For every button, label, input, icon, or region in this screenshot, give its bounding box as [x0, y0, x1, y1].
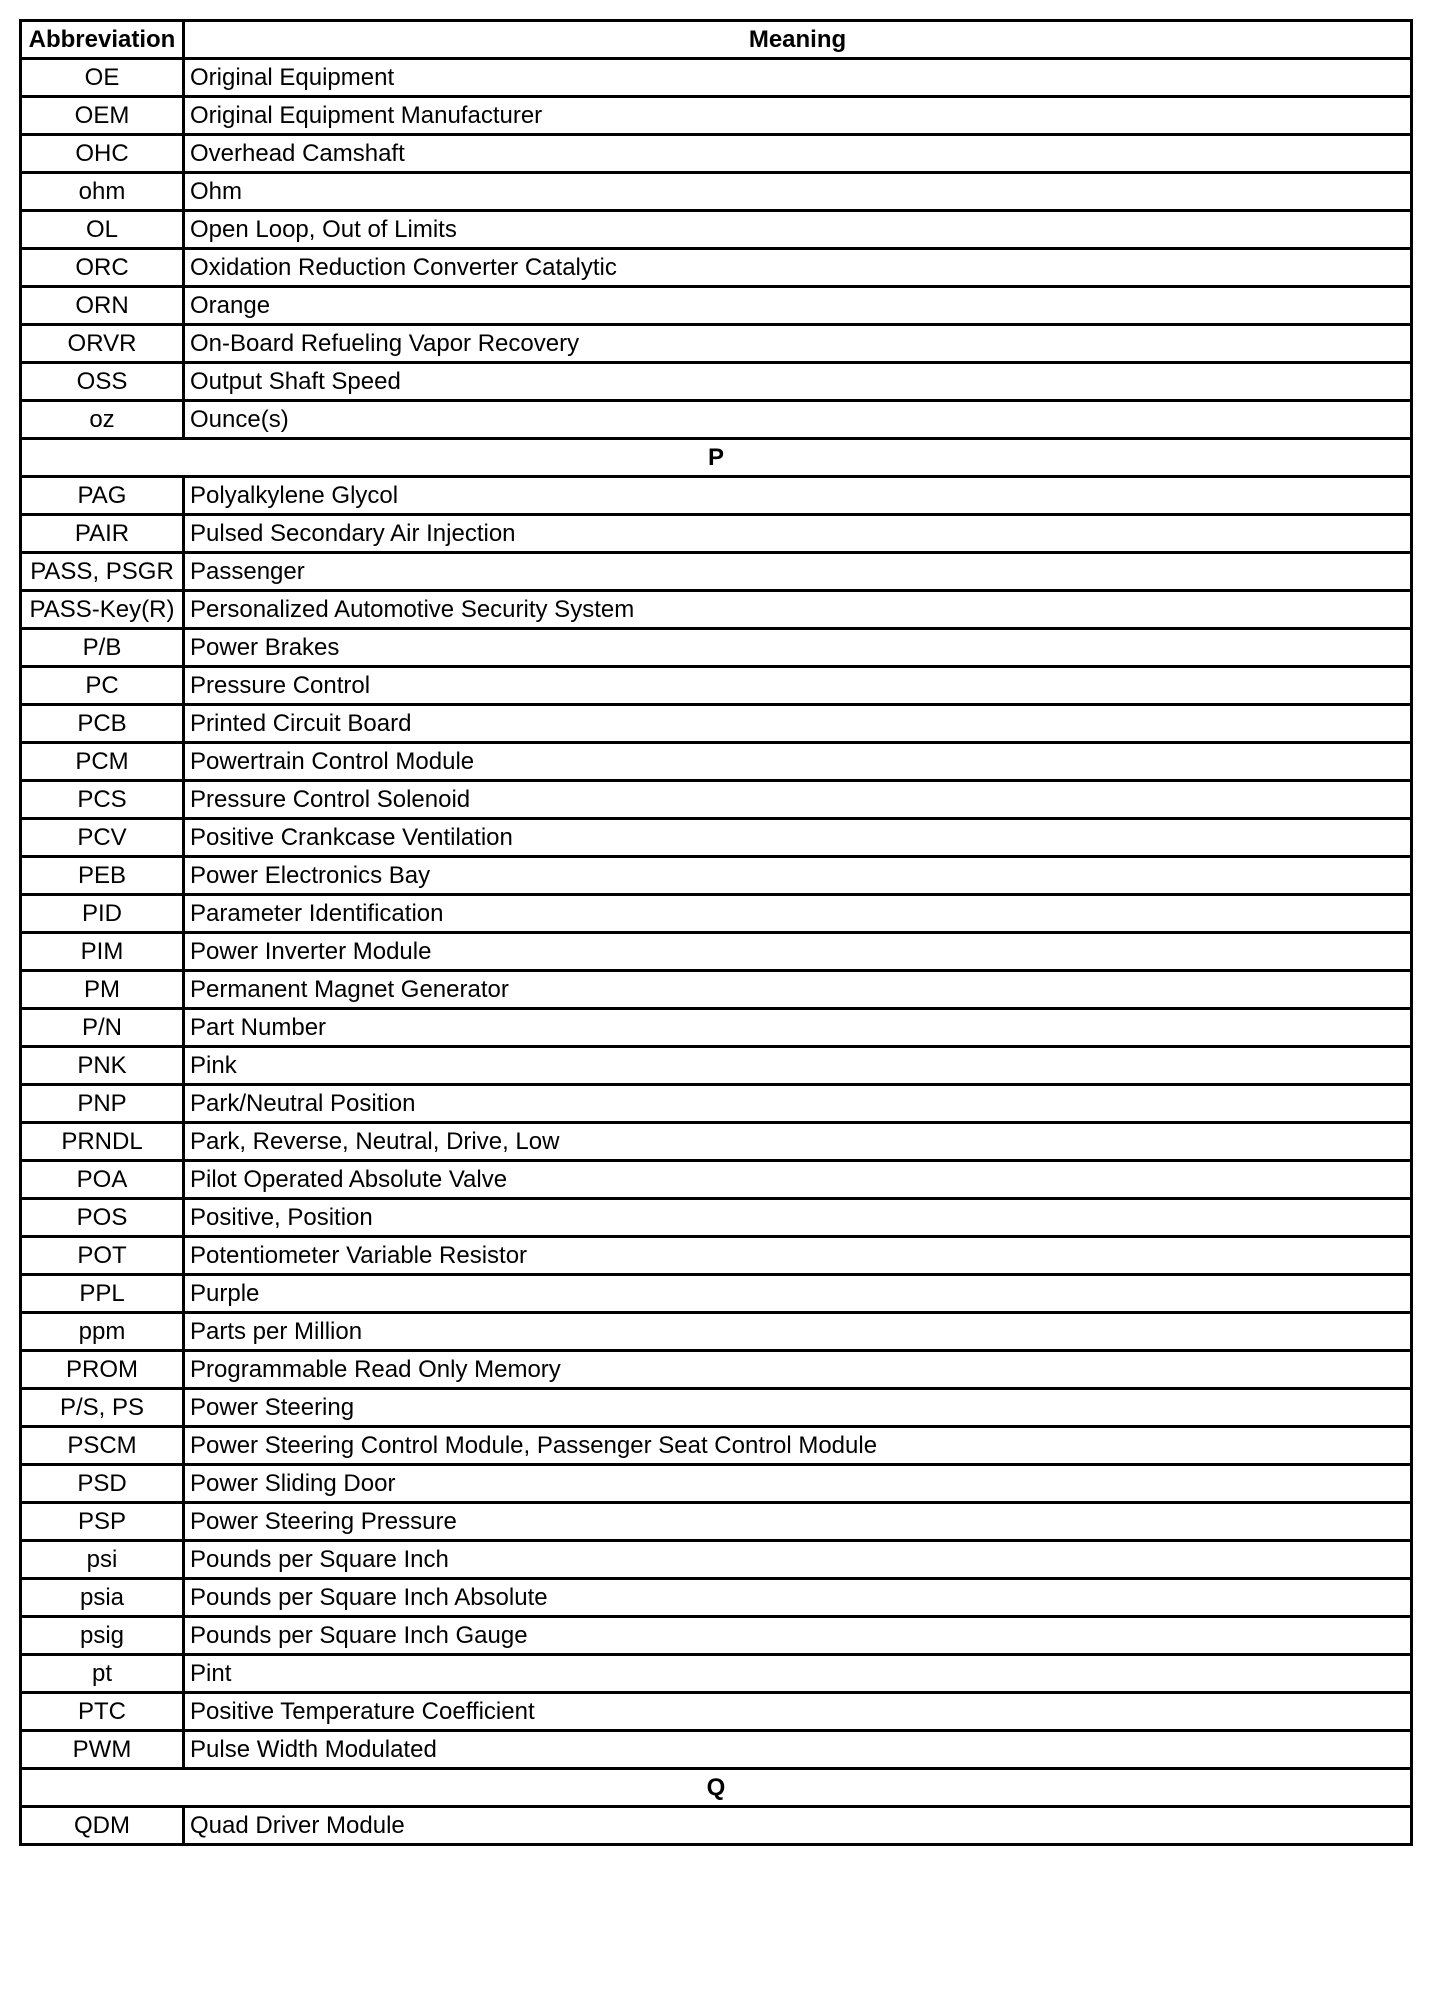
meaning-cell: Original Equipment Manufacturer: [184, 97, 1412, 135]
meaning-cell: Power Steering Control Module, Passenger Seat Control Module: [184, 1427, 1412, 1465]
table-row: [21, 857, 1412, 895]
section-header-row: [21, 439, 1412, 477]
abbreviation-cell: QDM: [21, 1807, 184, 1845]
table-row: [21, 781, 1412, 819]
abbreviation-cell: PASS, PSGR: [21, 553, 184, 591]
meaning-cell: Pressure Control Solenoid: [184, 781, 1412, 819]
abbreviation-cell: PWM: [21, 1731, 184, 1769]
abbreviation-cell: oz: [21, 401, 184, 439]
table-row: [21, 743, 1412, 781]
meaning-cell: Power Steering: [184, 1389, 1412, 1427]
table-row: [21, 1693, 1412, 1731]
abbreviation-cell: psia: [21, 1579, 184, 1617]
table-row: [21, 1313, 1412, 1351]
meaning-cell: Pounds per Square Inch: [184, 1541, 1412, 1579]
table-row: [21, 1351, 1412, 1389]
meaning-cell: Pressure Control: [184, 667, 1412, 705]
meaning-cell: Permanent Magnet Generator: [184, 971, 1412, 1009]
table-row: [21, 1275, 1412, 1313]
meaning-cell: Purple: [184, 1275, 1412, 1313]
abbreviation-cell: OE: [21, 59, 184, 97]
meaning-cell: Orange: [184, 287, 1412, 325]
abbreviation-cell: PTC: [21, 1693, 184, 1731]
meaning-cell: Parts per Million: [184, 1313, 1412, 1351]
section-header-row: [21, 1769, 1412, 1807]
section-letter: P: [21, 439, 1412, 477]
meaning-cell: Pulsed Secondary Air Injection: [184, 515, 1412, 553]
table-row: [21, 1009, 1412, 1047]
meaning-cell: Powertrain Control Module: [184, 743, 1412, 781]
meaning-cell: Positive Temperature Coefficient: [184, 1693, 1412, 1731]
table-row: [21, 401, 1412, 439]
table-row: [21, 477, 1412, 515]
table-row: [21, 1427, 1412, 1465]
table-row: [21, 249, 1412, 287]
abbreviation-cell: ORC: [21, 249, 184, 287]
table-row: [21, 1541, 1412, 1579]
abbreviation-cell: PSD: [21, 1465, 184, 1503]
meaning-cell: Pounds per Square Inch Absolute: [184, 1579, 1412, 1617]
table-row: [21, 363, 1412, 401]
meaning-cell: Ohm: [184, 173, 1412, 211]
table-row: [21, 173, 1412, 211]
abbreviation-cell: psi: [21, 1541, 184, 1579]
meaning-cell: Pulse Width Modulated: [184, 1731, 1412, 1769]
abbreviation-cell: P/B: [21, 629, 184, 667]
meaning-cell: Pint: [184, 1655, 1412, 1693]
table-row: [21, 705, 1412, 743]
table-row: [21, 971, 1412, 1009]
abbreviation-cell: psig: [21, 1617, 184, 1655]
abbreviation-cell: OEM: [21, 97, 184, 135]
table-row: [21, 211, 1412, 249]
meaning-cell: Park, Reverse, Neutral, Drive, Low: [184, 1123, 1412, 1161]
abbreviation-cell: PCB: [21, 705, 184, 743]
table-row: [21, 553, 1412, 591]
table-row: [21, 1389, 1412, 1427]
abbreviation-cell: PSCM: [21, 1427, 184, 1465]
table-row: [21, 135, 1412, 173]
meaning-cell: Original Equipment: [184, 59, 1412, 97]
table-row: [21, 933, 1412, 971]
abbreviation-cell: PCV: [21, 819, 184, 857]
meaning-cell: Part Number: [184, 1009, 1412, 1047]
abbreviation-cell: OL: [21, 211, 184, 249]
table-row: [21, 1807, 1412, 1845]
table-row: [21, 1085, 1412, 1123]
meaning-cell: Positive, Position: [184, 1199, 1412, 1237]
abbreviation-cell: PCM: [21, 743, 184, 781]
meaning-cell: Power Brakes: [184, 629, 1412, 667]
abbreviation-cell: PNP: [21, 1085, 184, 1123]
meaning-cell: Pilot Operated Absolute Valve: [184, 1161, 1412, 1199]
table-row: [21, 591, 1412, 629]
table-row: [21, 1579, 1412, 1617]
meaning-cell: Parameter Identification: [184, 895, 1412, 933]
abbreviation-cell: PNK: [21, 1047, 184, 1085]
table-row: [21, 97, 1412, 135]
meaning-cell: Potentiometer Variable Resistor: [184, 1237, 1412, 1275]
meaning-cell: Output Shaft Speed: [184, 363, 1412, 401]
meaning-cell: Power Steering Pressure: [184, 1503, 1412, 1541]
abbreviation-cell: ppm: [21, 1313, 184, 1351]
abbreviation-column-header: Abbreviation: [21, 21, 184, 59]
abbreviation-table: [19, 19, 1413, 1846]
section-letter: Q: [21, 1769, 1412, 1807]
abbreviation-cell: PIM: [21, 933, 184, 971]
meaning-cell: Passenger: [184, 553, 1412, 591]
abbreviation-cell: POA: [21, 1161, 184, 1199]
meaning-cell: Ounce(s): [184, 401, 1412, 439]
table-row: [21, 1731, 1412, 1769]
abbreviation-cell: PCS: [21, 781, 184, 819]
table-row: [21, 325, 1412, 363]
table-row: [21, 1199, 1412, 1237]
abbreviation-cell: ORN: [21, 287, 184, 325]
abbreviation-cell: PROM: [21, 1351, 184, 1389]
meaning-cell: Positive Crankcase Ventilation: [184, 819, 1412, 857]
table-body: [21, 59, 1412, 1845]
abbreviation-cell: ohm: [21, 173, 184, 211]
meaning-cell: Polyalkylene Glycol: [184, 477, 1412, 515]
abbreviation-cell: PAIR: [21, 515, 184, 553]
table-row: [21, 1047, 1412, 1085]
table-row: [21, 1123, 1412, 1161]
meaning-cell: Programmable Read Only Memory: [184, 1351, 1412, 1389]
abbreviation-cell: PAG: [21, 477, 184, 515]
meaning-cell: Printed Circuit Board: [184, 705, 1412, 743]
table-row: [21, 515, 1412, 553]
table-header-row: [21, 21, 1412, 59]
abbreviation-cell: OHC: [21, 135, 184, 173]
meaning-cell: Personalized Automotive Security System: [184, 591, 1412, 629]
table-row: [21, 1503, 1412, 1541]
meaning-cell: Oxidation Reduction Converter Catalytic: [184, 249, 1412, 287]
meaning-cell: Power Sliding Door: [184, 1465, 1412, 1503]
abbreviation-cell: ORVR: [21, 325, 184, 363]
table-row: [21, 819, 1412, 857]
meaning-cell: Pink: [184, 1047, 1412, 1085]
meaning-cell: Park/Neutral Position: [184, 1085, 1412, 1123]
meaning-cell: Pounds per Square Inch Gauge: [184, 1617, 1412, 1655]
abbreviation-cell: PEB: [21, 857, 184, 895]
meaning-cell: Power Inverter Module: [184, 933, 1412, 971]
table-row: [21, 629, 1412, 667]
table-row: [21, 895, 1412, 933]
meaning-cell: Open Loop, Out of Limits: [184, 211, 1412, 249]
meaning-cell: Quad Driver Module: [184, 1807, 1412, 1845]
abbreviation-cell: PID: [21, 895, 184, 933]
table-row: [21, 1465, 1412, 1503]
abbreviation-cell: PRNDL: [21, 1123, 184, 1161]
table-row: [21, 59, 1412, 97]
abbreviation-cell: PM: [21, 971, 184, 1009]
table-row: [21, 1161, 1412, 1199]
meaning-cell: Power Electronics Bay: [184, 857, 1412, 895]
table-row: [21, 287, 1412, 325]
abbreviation-cell: pt: [21, 1655, 184, 1693]
abbreviation-cell: P/N: [21, 1009, 184, 1047]
abbreviation-cell: POT: [21, 1237, 184, 1275]
abbreviation-cell: OSS: [21, 363, 184, 401]
meaning-column-header: Meaning: [184, 21, 1412, 59]
table-row: [21, 1655, 1412, 1693]
meaning-cell: Overhead Camshaft: [184, 135, 1412, 173]
abbreviation-cell: PPL: [21, 1275, 184, 1313]
abbreviation-cell: P/S, PS: [21, 1389, 184, 1427]
table-row: [21, 667, 1412, 705]
abbreviation-cell: PC: [21, 667, 184, 705]
abbreviation-cell: PASS-Key(R): [21, 591, 184, 629]
table-row: [21, 1237, 1412, 1275]
abbreviation-cell: POS: [21, 1199, 184, 1237]
meaning-cell: On-Board Refueling Vapor Recovery: [184, 325, 1412, 363]
abbreviation-cell: PSP: [21, 1503, 184, 1541]
table-row: [21, 1617, 1412, 1655]
